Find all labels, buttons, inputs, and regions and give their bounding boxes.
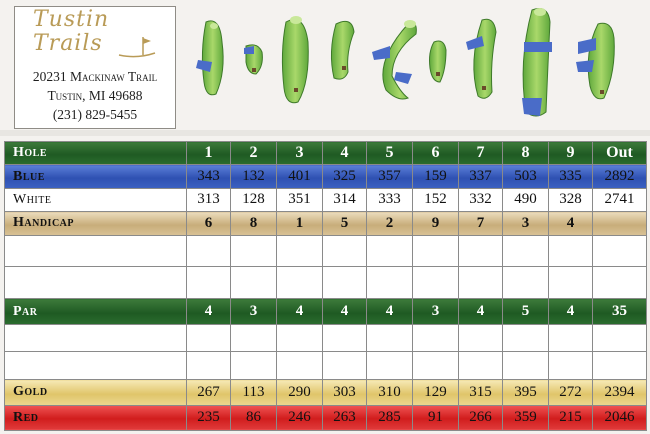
par-cell: 3 <box>413 299 459 325</box>
yardage-cell: 395 <box>503 380 549 406</box>
par-cell: 3 <box>231 299 277 325</box>
header-divider <box>0 130 650 136</box>
score-cell[interactable] <box>187 235 231 267</box>
hole-number: 8 <box>503 142 549 165</box>
score-cell[interactable] <box>593 267 647 299</box>
yardage-cell: 113 <box>231 380 277 406</box>
hole-number: 4 <box>323 142 367 165</box>
yardage-cell: 401 <box>277 165 323 188</box>
yardage-cell: 490 <box>503 188 549 211</box>
par-row <box>5 299 647 325</box>
yardage-cell: 325 <box>323 165 367 188</box>
yardage-cell: 315 <box>459 380 503 406</box>
par-cell: 4 <box>459 299 503 325</box>
yardage-cell: 313 <box>187 188 231 211</box>
score-cell[interactable] <box>367 235 413 267</box>
score-cell[interactable] <box>413 267 459 299</box>
course-logo <box>33 9 153 69</box>
yardage-cell: 152 <box>413 188 459 211</box>
score-cell[interactable] <box>503 267 549 299</box>
handicap-cell: 2 <box>367 212 413 235</box>
yardage-cell: 357 <box>367 165 413 188</box>
out-total: 2892 <box>593 165 647 188</box>
score-cell[interactable] <box>549 352 593 380</box>
hole-8-map <box>522 8 552 116</box>
yardage-cell: 235 <box>187 405 231 431</box>
course-phone: (231) 829-5455 <box>52 107 138 122</box>
player-row <box>5 352 647 380</box>
player-name-cell[interactable] <box>5 235 187 267</box>
yardage-cell: 359 <box>503 405 549 431</box>
scorecard-table <box>4 141 647 431</box>
player-row <box>5 235 647 267</box>
par-total: 35 <box>593 299 647 325</box>
score-cell[interactable] <box>549 267 593 299</box>
score-cell[interactable] <box>187 267 231 299</box>
score-cell[interactable] <box>413 324 459 352</box>
handicap-cell: 9 <box>413 212 459 235</box>
yardage-cell: 343 <box>187 165 231 188</box>
score-cell[interactable] <box>413 235 459 267</box>
handicap-label: Handicap <box>5 212 187 235</box>
hole-6-map <box>430 41 447 82</box>
logo-name-line1: Tustin <box>33 7 110 32</box>
score-cell[interactable] <box>231 267 277 299</box>
yardage-cell: 328 <box>549 188 593 211</box>
score-cell[interactable] <box>367 324 413 352</box>
par-cell: 4 <box>367 299 413 325</box>
handicap-cell: 6 <box>187 212 231 235</box>
score-cell[interactable] <box>323 267 367 299</box>
white-tee-row <box>5 188 647 211</box>
red-label: Red <box>5 405 187 431</box>
yardage-cell: 335 <box>549 165 593 188</box>
gold-label: Gold <box>5 380 187 406</box>
yardage-cell: 132 <box>231 165 277 188</box>
yardage-cell: 503 <box>503 165 549 188</box>
yardage-cell: 290 <box>277 380 323 406</box>
hole-2-map <box>244 45 262 74</box>
yardage-cell: 333 <box>367 188 413 211</box>
par-cell: 4 <box>549 299 593 325</box>
yardage-cell: 91 <box>413 405 459 431</box>
yardage-cell: 246 <box>277 405 323 431</box>
address-street: 20231 Mackinaw Trail <box>32 69 158 84</box>
yardage-cell: 332 <box>459 188 503 211</box>
hole-9-map <box>576 23 614 99</box>
yardage-cell: 129 <box>413 380 459 406</box>
out-total: 2394 <box>593 380 647 406</box>
hole-number: 7 <box>459 142 503 165</box>
red-tee-row <box>5 405 647 431</box>
yardage-cell: 351 <box>277 188 323 211</box>
logo-name-line2: Trails <box>33 31 103 56</box>
hole-label: Hole <box>5 142 187 165</box>
score-cell[interactable] <box>459 267 503 299</box>
score-cell[interactable] <box>277 235 323 267</box>
yardage-cell: 215 <box>549 405 593 431</box>
hole-number: 1 <box>187 142 231 165</box>
score-cell[interactable] <box>277 267 323 299</box>
score-cell[interactable] <box>187 352 231 380</box>
hole-number: 6 <box>413 142 459 165</box>
handicap-cell: 5 <box>323 212 367 235</box>
score-cell[interactable] <box>367 267 413 299</box>
blue-label: Blue <box>5 165 187 188</box>
yardage-cell: 263 <box>323 405 367 431</box>
blue-tee-row <box>5 165 647 188</box>
score-cell[interactable] <box>503 235 549 267</box>
gold-tee-row <box>5 380 647 406</box>
score-cell[interactable] <box>593 324 647 352</box>
yardage-cell: 314 <box>323 188 367 211</box>
score-cell[interactable] <box>413 352 459 380</box>
flag-icon <box>117 35 157 61</box>
handicap-row <box>5 212 647 235</box>
score-cell[interactable] <box>593 352 647 380</box>
score-cell[interactable] <box>277 352 323 380</box>
handicap-cell: 7 <box>459 212 503 235</box>
score-cell[interactable] <box>187 324 231 352</box>
par-cell: 4 <box>187 299 231 325</box>
par-cell: 5 <box>503 299 549 325</box>
score-cell[interactable] <box>503 352 549 380</box>
course-info-box <box>14 6 176 129</box>
par-label: Par <box>5 299 187 325</box>
score-cell[interactable] <box>459 352 503 380</box>
hole-number: 9 <box>549 142 593 165</box>
yardage-cell: 267 <box>187 380 231 406</box>
out-total: 2046 <box>593 405 647 431</box>
score-cell[interactable] <box>367 352 413 380</box>
score-cell[interactable] <box>549 324 593 352</box>
hole-number: 3 <box>277 142 323 165</box>
handicap-cell: 8 <box>231 212 277 235</box>
hole-layout-illustrations <box>186 2 648 130</box>
player-name-cell[interactable] <box>5 352 187 380</box>
score-cell[interactable] <box>231 352 277 380</box>
yardage-cell: 303 <box>323 380 367 406</box>
yardage-cell: 285 <box>367 405 413 431</box>
handicap-cell: 3 <box>503 212 549 235</box>
hole-7-map <box>466 19 496 98</box>
out-header: Out <box>593 142 647 165</box>
score-cell[interactable] <box>323 352 367 380</box>
hole-row <box>5 142 647 165</box>
hole-1-map <box>196 21 223 95</box>
par-cell: 4 <box>277 299 323 325</box>
yardage-cell: 310 <box>367 380 413 406</box>
player-name-cell[interactable] <box>5 267 187 299</box>
yardage-cell: 266 <box>459 405 503 431</box>
score-cell[interactable] <box>323 235 367 267</box>
hole-number: 5 <box>367 142 413 165</box>
yardage-cell: 337 <box>459 165 503 188</box>
score-cell[interactable] <box>277 324 323 352</box>
address-city: Tustin, MI 49688 <box>47 88 143 103</box>
handicap-cell <box>593 212 647 235</box>
scorecard-header <box>0 0 650 140</box>
white-label: White <box>5 188 187 211</box>
score-cell[interactable] <box>231 235 277 267</box>
score-cell[interactable] <box>231 324 277 352</box>
score-cell[interactable] <box>503 324 549 352</box>
hole-5-map <box>372 20 416 99</box>
yardage-cell: 272 <box>549 380 593 406</box>
score-cell[interactable] <box>323 324 367 352</box>
score-cell[interactable] <box>549 235 593 267</box>
hole-3-map <box>282 16 308 103</box>
hole-4-map <box>331 21 354 79</box>
yardage-cell: 86 <box>231 405 277 431</box>
par-cell: 4 <box>323 299 367 325</box>
player-row <box>5 267 647 299</box>
score-cell[interactable] <box>459 324 503 352</box>
handicap-cell: 1 <box>277 212 323 235</box>
score-cell[interactable] <box>459 235 503 267</box>
handicap-cell: 4 <box>549 212 593 235</box>
yardage-cell: 128 <box>231 188 277 211</box>
out-total: 2741 <box>593 188 647 211</box>
player-row <box>5 324 647 352</box>
score-cell[interactable] <box>593 235 647 267</box>
yardage-cell: 159 <box>413 165 459 188</box>
hole-number: 2 <box>231 142 277 165</box>
player-name-cell[interactable] <box>5 324 187 352</box>
